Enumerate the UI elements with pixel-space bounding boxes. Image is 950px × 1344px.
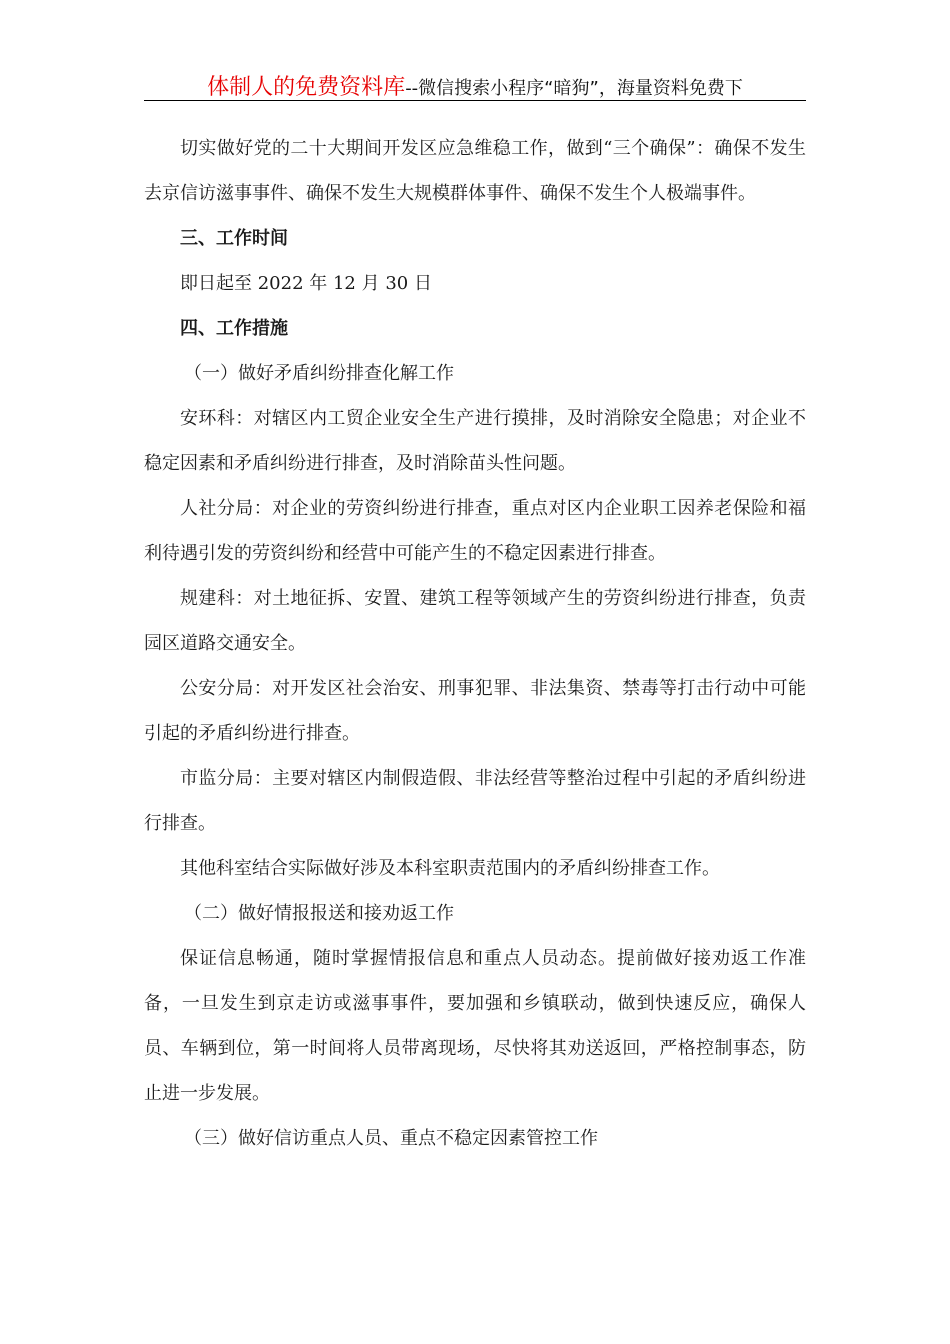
header-brand: 体制人的免费资料库 [207,75,406,100]
paragraph-guijian-ke: 规建科：对土地征拆、安置、建筑工程等领域产生的劳资纠纷进行排查，负责园区道路交通安全。 [144,588,806,654]
subheading-key-personnel-control: （三）做好信访重点人员、重点不稳定因素管控工作 [184,1128,598,1149]
paragraph-work-time: 即日起至 2022 年 12 月 30 日 [180,273,432,294]
paragraph-gongan-fenju: 公安分局：对开发区社会治安、刑事犯罪、非法集资、禁毒等打击行动中可能引起的矛盾纠纷进行排查。 [144,678,806,744]
section-heading-measures: 四、工作措施 [180,318,288,339]
section-heading-work-time: 三、工作时间 [180,228,288,249]
page-header [144,70,806,101]
paragraph-other-offices: 其他科室结合实际做好涉及本科室职责范围内的矛盾纠纷排查工作。 [180,858,720,879]
subheading-dispute-screening: （一）做好矛盾纠纷排查化解工作 [184,363,454,384]
document-body [144,126,806,1161]
paragraph-renshe-fenju: 人社分局：对企业的劳资纠纷进行排查，重点对区内企业职工因养老保险和福利待遇引发的劳资纠纷和经营中可能产生的不稳定因素进行排查。 [144,498,806,564]
paragraph-anhuan-ke: 安环科：对辖区内工贸企业安全生产进行摸排，及时消除安全隐患；对企业不稳定因素和矛盾纠纷进行排查，及时消除苗头性问题。 [144,408,806,474]
header-slogan: --微信搜索小程序“暗狗”，海量资料免费下 [405,78,743,99]
paragraph-intelligence: 保证信息畅通，随时掌握情报信息和重点人员动态。提前做好接劝返工作准备，一旦发生到京走访或滋事事件，要加强和乡镇联动，做到快速反应，确保人员、车辆到位，第一时间将人员带离现场，尽快将其劝送返回，严格控制事态，防止进一步发展。 [144,948,806,1104]
subheading-intelligence-reporting: （二）做好情报报送和接劝返工作 [184,903,454,924]
paragraph-goal: 切实做好党的二十大期间开发区应急维稳工作，做到“三个确保”：确保不发生去京信访滋事事件、确保不发生大规模群体事件、确保不发生个人极端事件。 [144,138,806,204]
paragraph-shijian-fenju: 市监分局：主要对辖区内制假造假、非法经营等整治过程中引起的矛盾纠纷进行排查。 [144,768,806,834]
